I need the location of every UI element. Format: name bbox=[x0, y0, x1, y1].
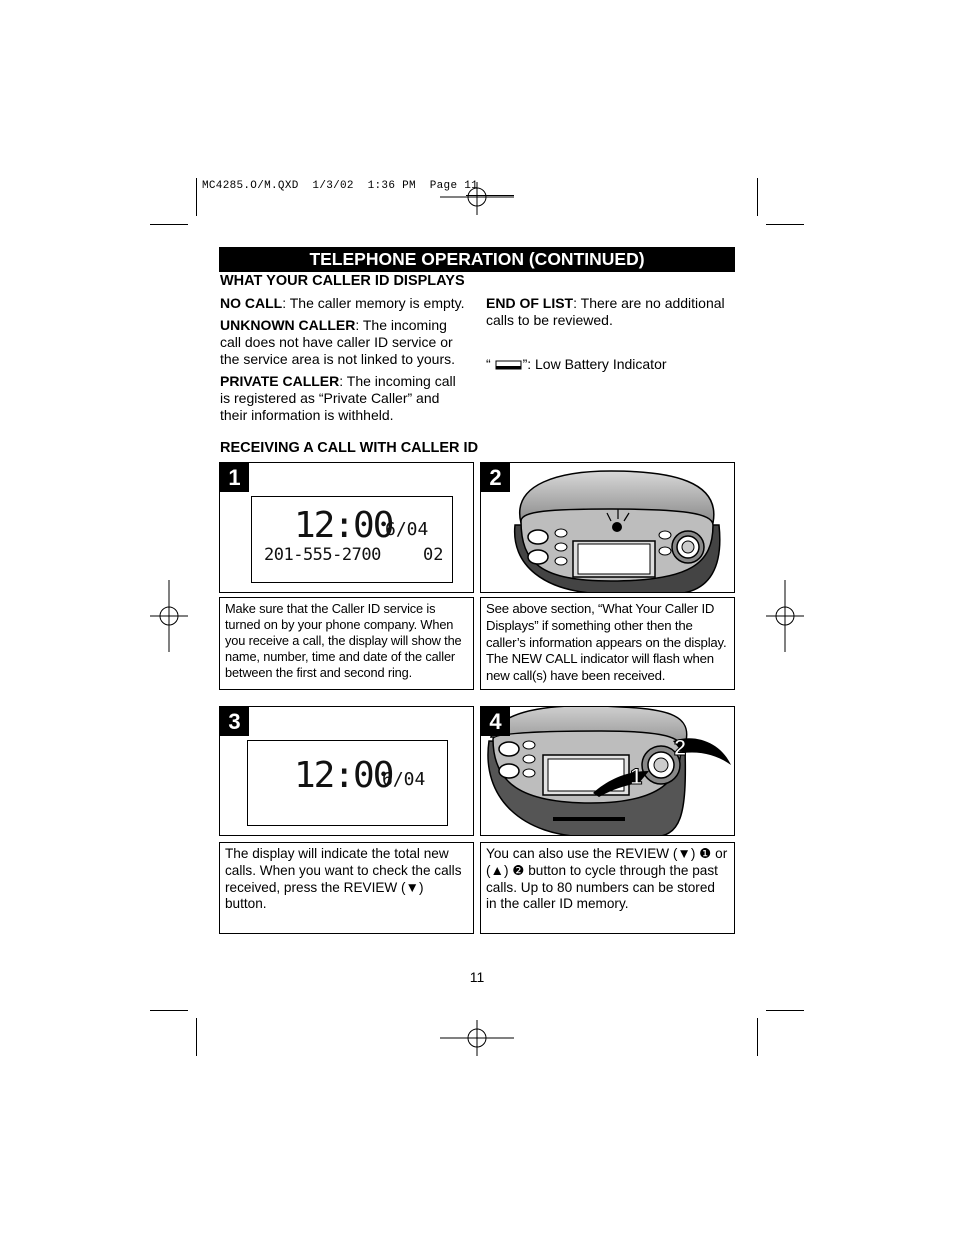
page-title: TELEPHONE OPERATION (CONTINUED) bbox=[219, 247, 735, 272]
definition-no-call: NO CALL: The caller memory is empty. bbox=[220, 295, 465, 311]
step-number: 1 bbox=[220, 463, 249, 492]
lcd-date: 6/04 bbox=[385, 519, 429, 540]
step-number: 3 bbox=[220, 707, 249, 736]
low-battery-icon bbox=[495, 360, 523, 370]
section-heading-receiving-call: RECEIVING A CALL WITH CALLER ID bbox=[220, 440, 479, 456]
page-number: 11 bbox=[469, 969, 485, 985]
step-2-illustration bbox=[480, 462, 735, 593]
step-number: 2 bbox=[481, 463, 510, 492]
low-battery-definition: “ ”: Low Battery Indicator bbox=[486, 356, 667, 372]
step-number: 4 bbox=[481, 707, 510, 736]
lcd-phone-number: 201-555-2700 bbox=[264, 545, 381, 565]
callout-1: 1 bbox=[630, 764, 643, 789]
phone-base-illustration bbox=[481, 463, 735, 593]
step-2-caption: See above section, “What Your Caller ID Displays” if something other then the caller’s information appears on the display. The NEW CALL indicator will flash when new call(s) have been received. bbox=[480, 597, 735, 690]
definition-end-of-list: END OF LIST: There are no additional calls to be reviewed. bbox=[486, 295, 725, 329]
step-1-caption: Make sure that the Caller ID service is turned on by your phone company. When you receive a call, the display will show the name, number, time and date of the caller between the first and second ring. bbox=[219, 597, 474, 690]
lcd-display bbox=[251, 496, 453, 583]
definition-private-caller: PRIVATE CALLER: The incoming call is registered as “Private Caller” and their information is withheld. bbox=[220, 373, 456, 424]
step-4-caption: You can also use the REVIEW (▼) ❶ or (▲) ❷ button to cycle through the past calls. Up to 80 numbers can be stored in the caller ID memory. bbox=[480, 842, 735, 934]
step-3-illustration bbox=[219, 706, 474, 836]
step-4-illustration bbox=[480, 706, 735, 836]
lcd-call-count: 02 bbox=[423, 545, 444, 565]
lcd-time: 12:00 bbox=[294, 755, 393, 796]
phone-base-closeup-illustration bbox=[481, 707, 735, 836]
print-slug: MC4285.O/M.QXD 1/3/02 1:36 PM Page 11 bbox=[202, 180, 479, 192]
lcd-display bbox=[247, 740, 448, 826]
section-heading-caller-id-displays: WHAT YOUR CALLER ID DISPLAYS bbox=[220, 273, 465, 289]
lcd-date: 6/04 bbox=[382, 769, 426, 790]
lcd-time: 12:00 bbox=[294, 505, 393, 546]
step-3-caption: The display will indicate the total new calls. When you want to check the calls received, press the REVIEW (▼) button. bbox=[219, 842, 474, 934]
step-1-illustration bbox=[219, 462, 474, 593]
definition-unknown-caller: UNKNOWN CALLER: The incoming call does not have caller ID service or the service area is not linked to yours. bbox=[220, 317, 456, 368]
callout-2: 2 bbox=[674, 735, 687, 760]
